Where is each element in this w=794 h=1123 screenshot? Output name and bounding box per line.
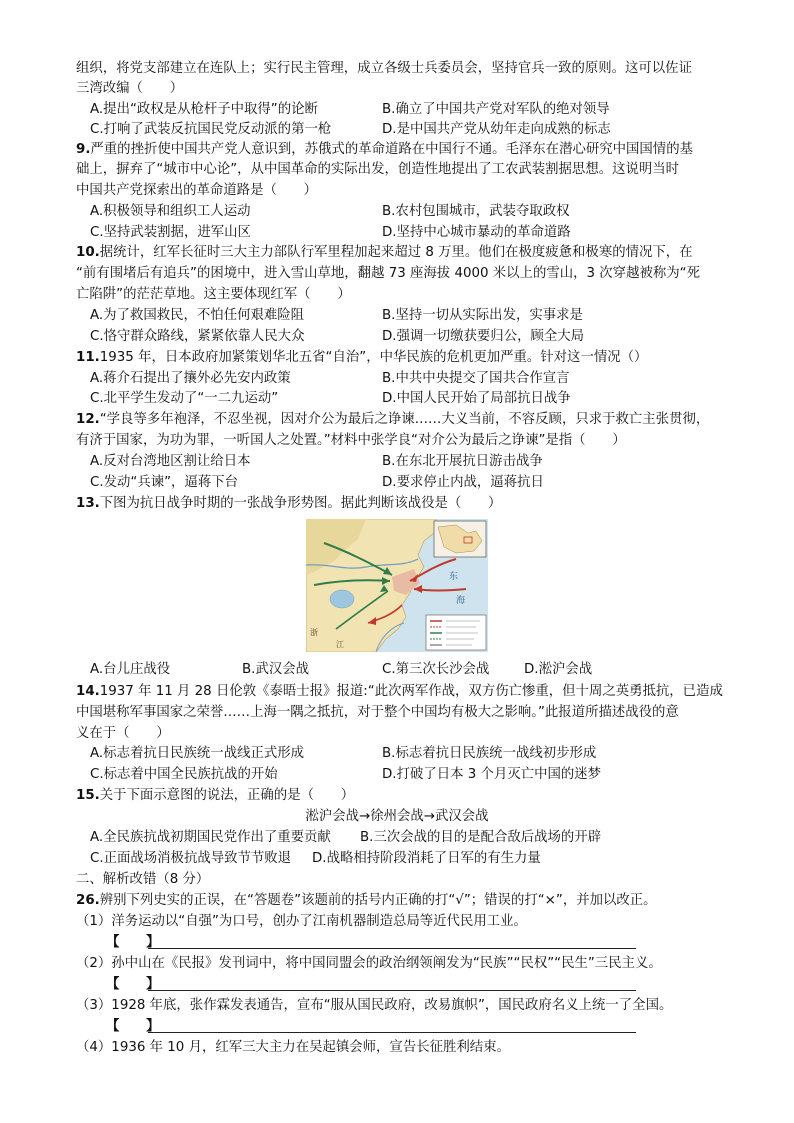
q26-item-2-answer-line[interactable]	[148, 990, 636, 991]
q9-option-a[interactable]: A.积极领导和组织工人运动	[90, 204, 251, 219]
q10-option-c[interactable]: C.恪守群众路线，紧紧依靠人民大众	[90, 329, 305, 344]
q12-option-b[interactable]: B.在东北开展抗日游击战争	[382, 454, 543, 469]
q11-stem-line1: 11.1935 年，日本政府加紧策划华北五省“自治”，中华民族的危机更加严重。针对这一情况（）	[76, 350, 648, 365]
q14-number: 14.	[76, 684, 100, 699]
q9-option-b[interactable]: B.农村包围城市，武装夺取政权	[382, 204, 570, 219]
q12-stem-line1: 12.“学良等多年袍泽，不忍坐视，因对介公为最后之诤谏……大义当前，不容反顾，只求于救亡主张贯彻，	[76, 412, 710, 427]
map-label-jiang: 江	[336, 640, 344, 649]
q26-item-1-bracket[interactable]: 【 】	[106, 935, 160, 950]
q8-option-d[interactable]: D.是中国共产党从幼年走向成熟的标志	[382, 122, 611, 137]
q13-option-b[interactable]: B.武汉会战	[242, 662, 310, 677]
q14-option-d[interactable]: D.打破了日本 3 个月灭亡中国的迷梦	[382, 767, 602, 782]
q26-item-3: （3）1928 年底，张作霖发表通告，宣布“服从国民政府，改易旗帜”，国民政府名义上统一了全国。	[76, 998, 673, 1013]
battle-situation-map	[306, 519, 488, 652]
q10-stem-line1: 10.据统计，红军长征时三大主力部队行军里程加起来超过 8 万里。他们在极度疲惫和极寒的情况下，在	[76, 245, 693, 260]
q10-option-b[interactable]: B.坚持一切从实际出发，实事求是	[382, 308, 583, 323]
q12-option-d[interactable]: D.要求停止内战，逼蒋抗日	[382, 475, 544, 490]
map-label-hai: 海	[456, 596, 466, 606]
q11-option-b[interactable]: B.中共中央提交了国共合作宣言	[382, 371, 570, 386]
q13-stem-line1: 13.下图为抗日战争时期的一张战争形势图。据此判断该战役是（ ）	[76, 496, 502, 511]
q12-number: 12.	[76, 412, 100, 427]
q8-option-c[interactable]: C.打响了武装反抗国民党反动派的第一枪	[90, 122, 332, 137]
q10-stem-line3: 亡陷阱”的茫茫草地。这主要体现红军（ ）	[76, 287, 351, 302]
q13-number: 13.	[76, 496, 100, 511]
q15-option-d[interactable]: D.战略相持阶段消耗了日军的有生力量	[312, 851, 541, 866]
q11-option-a[interactable]: A.蒋介石提出了攘外必先安内政策	[90, 371, 291, 386]
q14-option-b[interactable]: B.标志着抗日民族统一战线初步形成	[382, 746, 597, 761]
q9-option-d[interactable]: D.坚持中心城市暴动的革命道路	[382, 225, 571, 240]
q14-stem-line3: 义在于（ ）	[76, 726, 170, 741]
q9-number: 9.	[76, 142, 91, 157]
q26-item-2-bracket[interactable]: 【 】	[106, 977, 160, 992]
q10-number: 10.	[76, 245, 100, 260]
q11-option-c[interactable]: C.北平学生发动了“一二九运动”	[90, 391, 279, 406]
map-label-zhe: 浙	[310, 628, 318, 637]
q8-option-a[interactable]: A.提出“政权是从枪杆子中取得”的论断	[90, 102, 318, 117]
q15-diagram: 淞沪会战→徐州会战→武汉会战	[305, 809, 489, 824]
q26-item-4: （4）1936 年 10 月，红军三大主力在吴起镇会师，宣告长征胜利结束。	[76, 1040, 510, 1055]
q12-stem-line2: 有济于国家，为功为罪，一听国人之处置。”材料中张学良“对介公为最后之诤谏”是指（ ）	[76, 433, 626, 448]
q14-stem-line2: 中国堪称军事国家之荣誉……上海一隅之抵抗，对于整个中国均有极大之影响。”此报道所描述战役的意	[76, 705, 679, 720]
q26-item-2: （2）孙中山在《民报》发刊词中，将中国同盟会的政治纲领阐发为“民族”“民权”“民生”三民主义。	[76, 956, 662, 971]
q15-number: 15.	[76, 788, 100, 803]
q14-stem-line1: 14.1937 年 11 月 28 日伦敦《泰晤士报》报道:“此次两军作战，双方伤亡惨重，但十周之英勇抵抗，已造成	[76, 684, 723, 699]
map-label-dong: 东	[449, 572, 459, 582]
q15-option-c[interactable]: C.正面战场消极抗战导致节节败退	[90, 851, 292, 866]
q8-stem-line2: 三湾改编（ ）	[76, 81, 184, 96]
q10-stem-line2: “前有围堵后有追兵”的困境中，进入雪山草地，翻越 73 座海拔 4000 米以上的雪山，3 次穿越被称为“死	[76, 266, 700, 281]
q13-option-a[interactable]: A.台儿庄战役	[90, 662, 171, 677]
q26-stem: 26.辨别下列史实的正误，在“答题卷”该题前的括号内正确的打“√”；错误的打“×”，并加以改正。	[76, 893, 657, 908]
q15-option-b[interactable]: B.三次会战的目的是配合敌后战场的开辟	[360, 830, 602, 845]
q11-option-d[interactable]: D.中国人民开始了局部抗日战争	[382, 391, 571, 406]
q10-option-a[interactable]: A.为了救国救民，不怕任何艰难险阻	[90, 308, 305, 323]
q8-option-b[interactable]: B.确立了中国共产党对军队的绝对领导	[382, 102, 610, 117]
q26-number: 26.	[76, 893, 100, 908]
q12-option-a[interactable]: A.反对台湾地区割让给日本	[90, 454, 251, 469]
q14-option-c[interactable]: C.标志着中国全民族抗战的开始	[90, 767, 278, 782]
q26-item-1: （1）洋务运动以“自强”为口号，创办了江南机器制造总局等近代民用工业。	[76, 914, 527, 929]
q11-number: 11.	[76, 350, 100, 365]
q15-stem-line1: 15.关于下面示意图的说法，正确的是（ ）	[76, 788, 355, 803]
q15-option-a[interactable]: A.全民族抗战初期国民党作出了重要贡献	[90, 830, 331, 845]
battle-map-image	[306, 519, 488, 652]
q13-option-c[interactable]: C.第三次长沙会战	[382, 662, 490, 677]
q9-option-c[interactable]: C.坚持武装割据，进军山区	[90, 225, 251, 240]
section2-title: 二、解析改错（8 分）	[76, 872, 210, 887]
q9-stem-line3: 中国共产党探索出的革命道路是（ ）	[76, 183, 318, 198]
q10-option-d[interactable]: D.强调一切缴获要归公，顾全大局	[382, 329, 585, 344]
q26-item-3-answer-line[interactable]	[148, 1032, 636, 1033]
q13-option-d[interactable]: D.淞沪会战	[524, 662, 593, 677]
q9-stem-line1: 9.严重的挫折使中国共产党人意识到，苏俄式的革命道路在中国行不通。毛泽东在潜心研究中国国情的基	[76, 142, 693, 157]
q26-item-1-answer-line[interactable]	[148, 948, 636, 949]
q9-stem-line2: 础上，摒弃了“城市中心论”，从中国革命的实际出发，创造性地提出了工农武装割据思想。这说明当时	[76, 162, 680, 177]
q8-stem-line1: 组织，将党支部建立在连队上；实行民主管理，成立各级士兵委员会，坚持官兵一致的原则。这可以佐证	[76, 61, 692, 76]
q12-option-c[interactable]: C.发动“兵谏”，逼蒋下台	[90, 475, 238, 490]
q14-option-a[interactable]: A.标志着抗日民族统一战线正式形成	[90, 746, 305, 761]
q26-item-3-bracket[interactable]: 【 】	[106, 1019, 160, 1034]
